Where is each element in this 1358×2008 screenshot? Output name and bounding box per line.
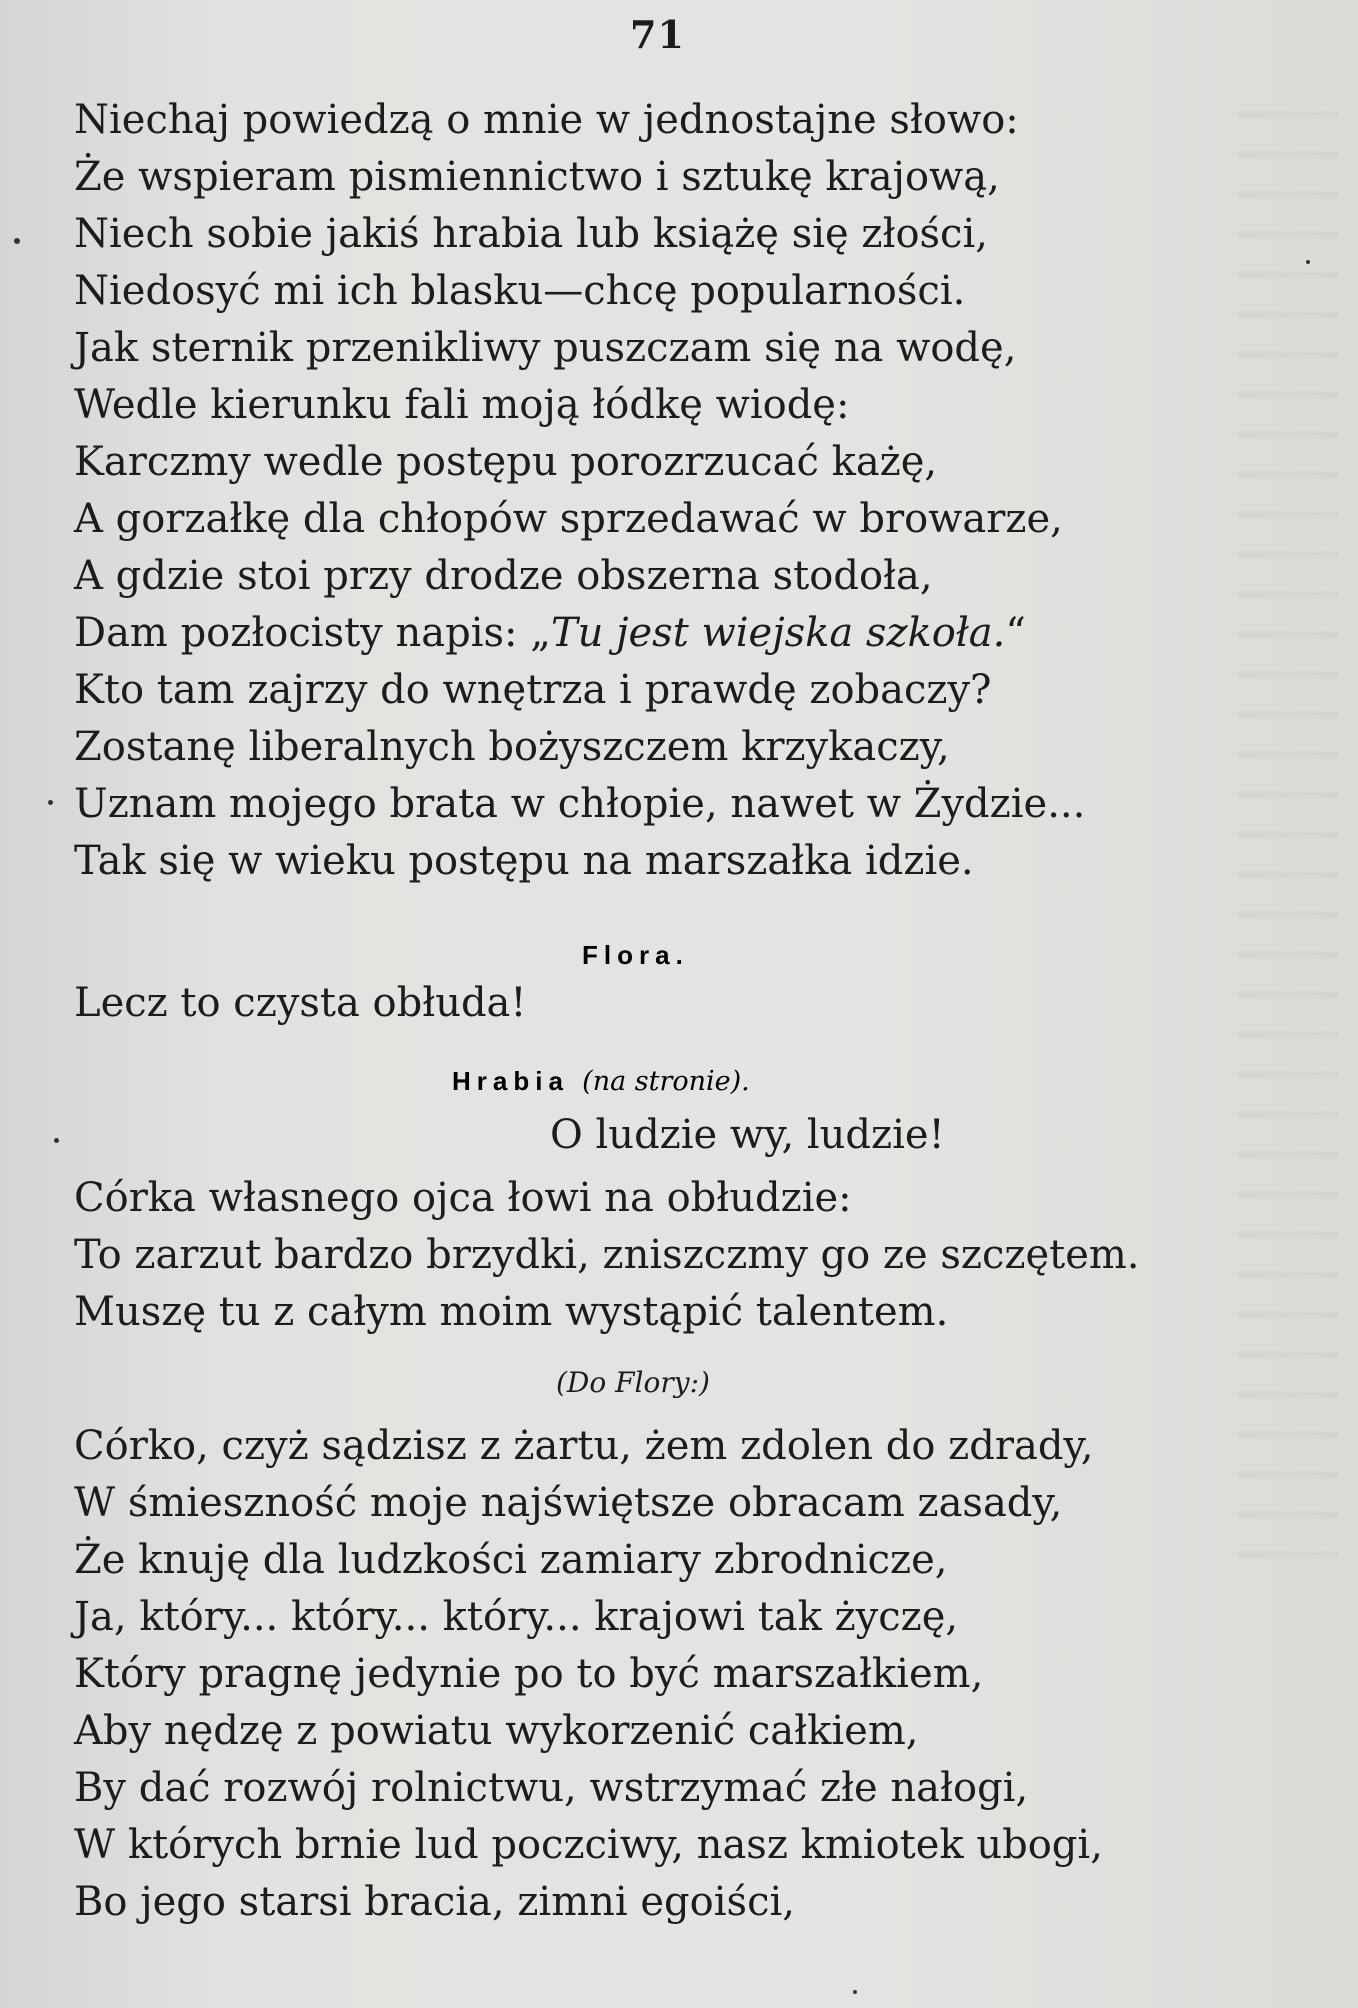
verse-line: Tak się w wieku postępu na marszałka idzie. — [74, 838, 974, 884]
verse-line: Aby nędzę z powiatu wykorzenić całkiem, — [74, 1708, 919, 1754]
flora-line: Lecz to czysta obłuda! — [74, 980, 527, 1026]
verse-line: Karczmy wedle postępu porozrzucać każę, — [74, 439, 938, 485]
ink-speck — [1306, 260, 1310, 264]
stanza-1 — [74, 92, 1294, 890]
verse-line: Wedle kierunku fali moją łódkę wiodę: — [74, 382, 850, 428]
napis-suffix: “ — [1005, 610, 1026, 656]
stage-direction: (Do Flory:) — [556, 1366, 710, 1399]
speaker-hrabia — [452, 1066, 750, 1097]
verse-line: W śmieszność moje najświętsze obracam zasady, — [74, 1480, 1063, 1526]
verse-line: A gorzałkę dla chłopów sprzedawać w browarze, — [74, 496, 1063, 542]
verse-line: Ja, który... który... który... krajowi tak życzę, — [74, 1594, 959, 1640]
verse-line: Że knuję dla ludzkości zamiary zbrodnicze, — [74, 1537, 948, 1583]
verse-line: Bo jego starsi bracia, zimni egoiści, — [74, 1879, 795, 1925]
verse-line: Który pragnę jedynie po to być marszałkiem, — [74, 1651, 984, 1697]
napis-prefix: Dam pozłocisty napis: „ — [74, 610, 551, 656]
verse-line-napis — [74, 605, 1294, 662]
ink-speck — [48, 800, 53, 805]
aside-direction: (na stronie). — [582, 1066, 750, 1097]
speaker-flora: Flora. — [582, 940, 689, 970]
verse-line: By dać rozwój rolnictwu, wstrzymać złe nałogi, — [74, 1765, 1029, 1811]
verse-line: Jak sternik przenikliwy puszczam się na wodę, — [74, 325, 1017, 371]
page-number: 71 — [630, 12, 685, 57]
verse-line: Córka własnego ojca łowi na obłudzie: — [74, 1175, 852, 1221]
verse-line: Że wspieram pismiennictwo i sztukę krajową, — [74, 154, 1000, 200]
ink-speck — [14, 238, 20, 244]
ink-speck — [54, 1138, 59, 1143]
verse-line: W których brnie lud poczciwy, nasz kmiotek ubogi, — [74, 1822, 1103, 1868]
verse-line: Uznam mojego brata w chłopie, nawet w Żydzie... — [74, 781, 1086, 827]
napis-quote: Tu jest wiejska szkoła. — [550, 610, 1006, 656]
verse-line: Kto tam zajrzy do wnętrza i prawdę zobaczy? — [74, 667, 992, 713]
verse-line: A gdzie stoi przy drodze obszerna stodoła, — [74, 553, 933, 599]
hrabia-first-line: O ludzie wy, ludzie! — [550, 1112, 945, 1158]
verse-line: Niech sobie jakiś hrabia lub książę się złości, — [74, 211, 988, 257]
hrabia-lines — [74, 1170, 1140, 1341]
verse-line: Zostanę liberalnych bożyszczem krzykaczy, — [74, 724, 950, 770]
verse-line: Niedosyć mi ich blasku—chcę popularności. — [74, 268, 966, 314]
ink-speck — [853, 1990, 857, 1994]
verse-line: Niechaj powiedzą o mnie w jednostajne słowo: — [74, 97, 1019, 143]
hrabia-speech — [74, 1418, 1103, 1931]
speaker-hrabia-name: Hrabia — [452, 1066, 569, 1096]
verse-line: To zarzut bardzo brzydki, zniszczmy go ze szczętem. — [74, 1232, 1140, 1278]
verse-line: Muszę tu z całym moim wystąpić talentem. — [74, 1289, 949, 1335]
verse-line: Córko, czyż sądzisz z żartu, żem zdolen do zdrady, — [74, 1423, 1094, 1469]
